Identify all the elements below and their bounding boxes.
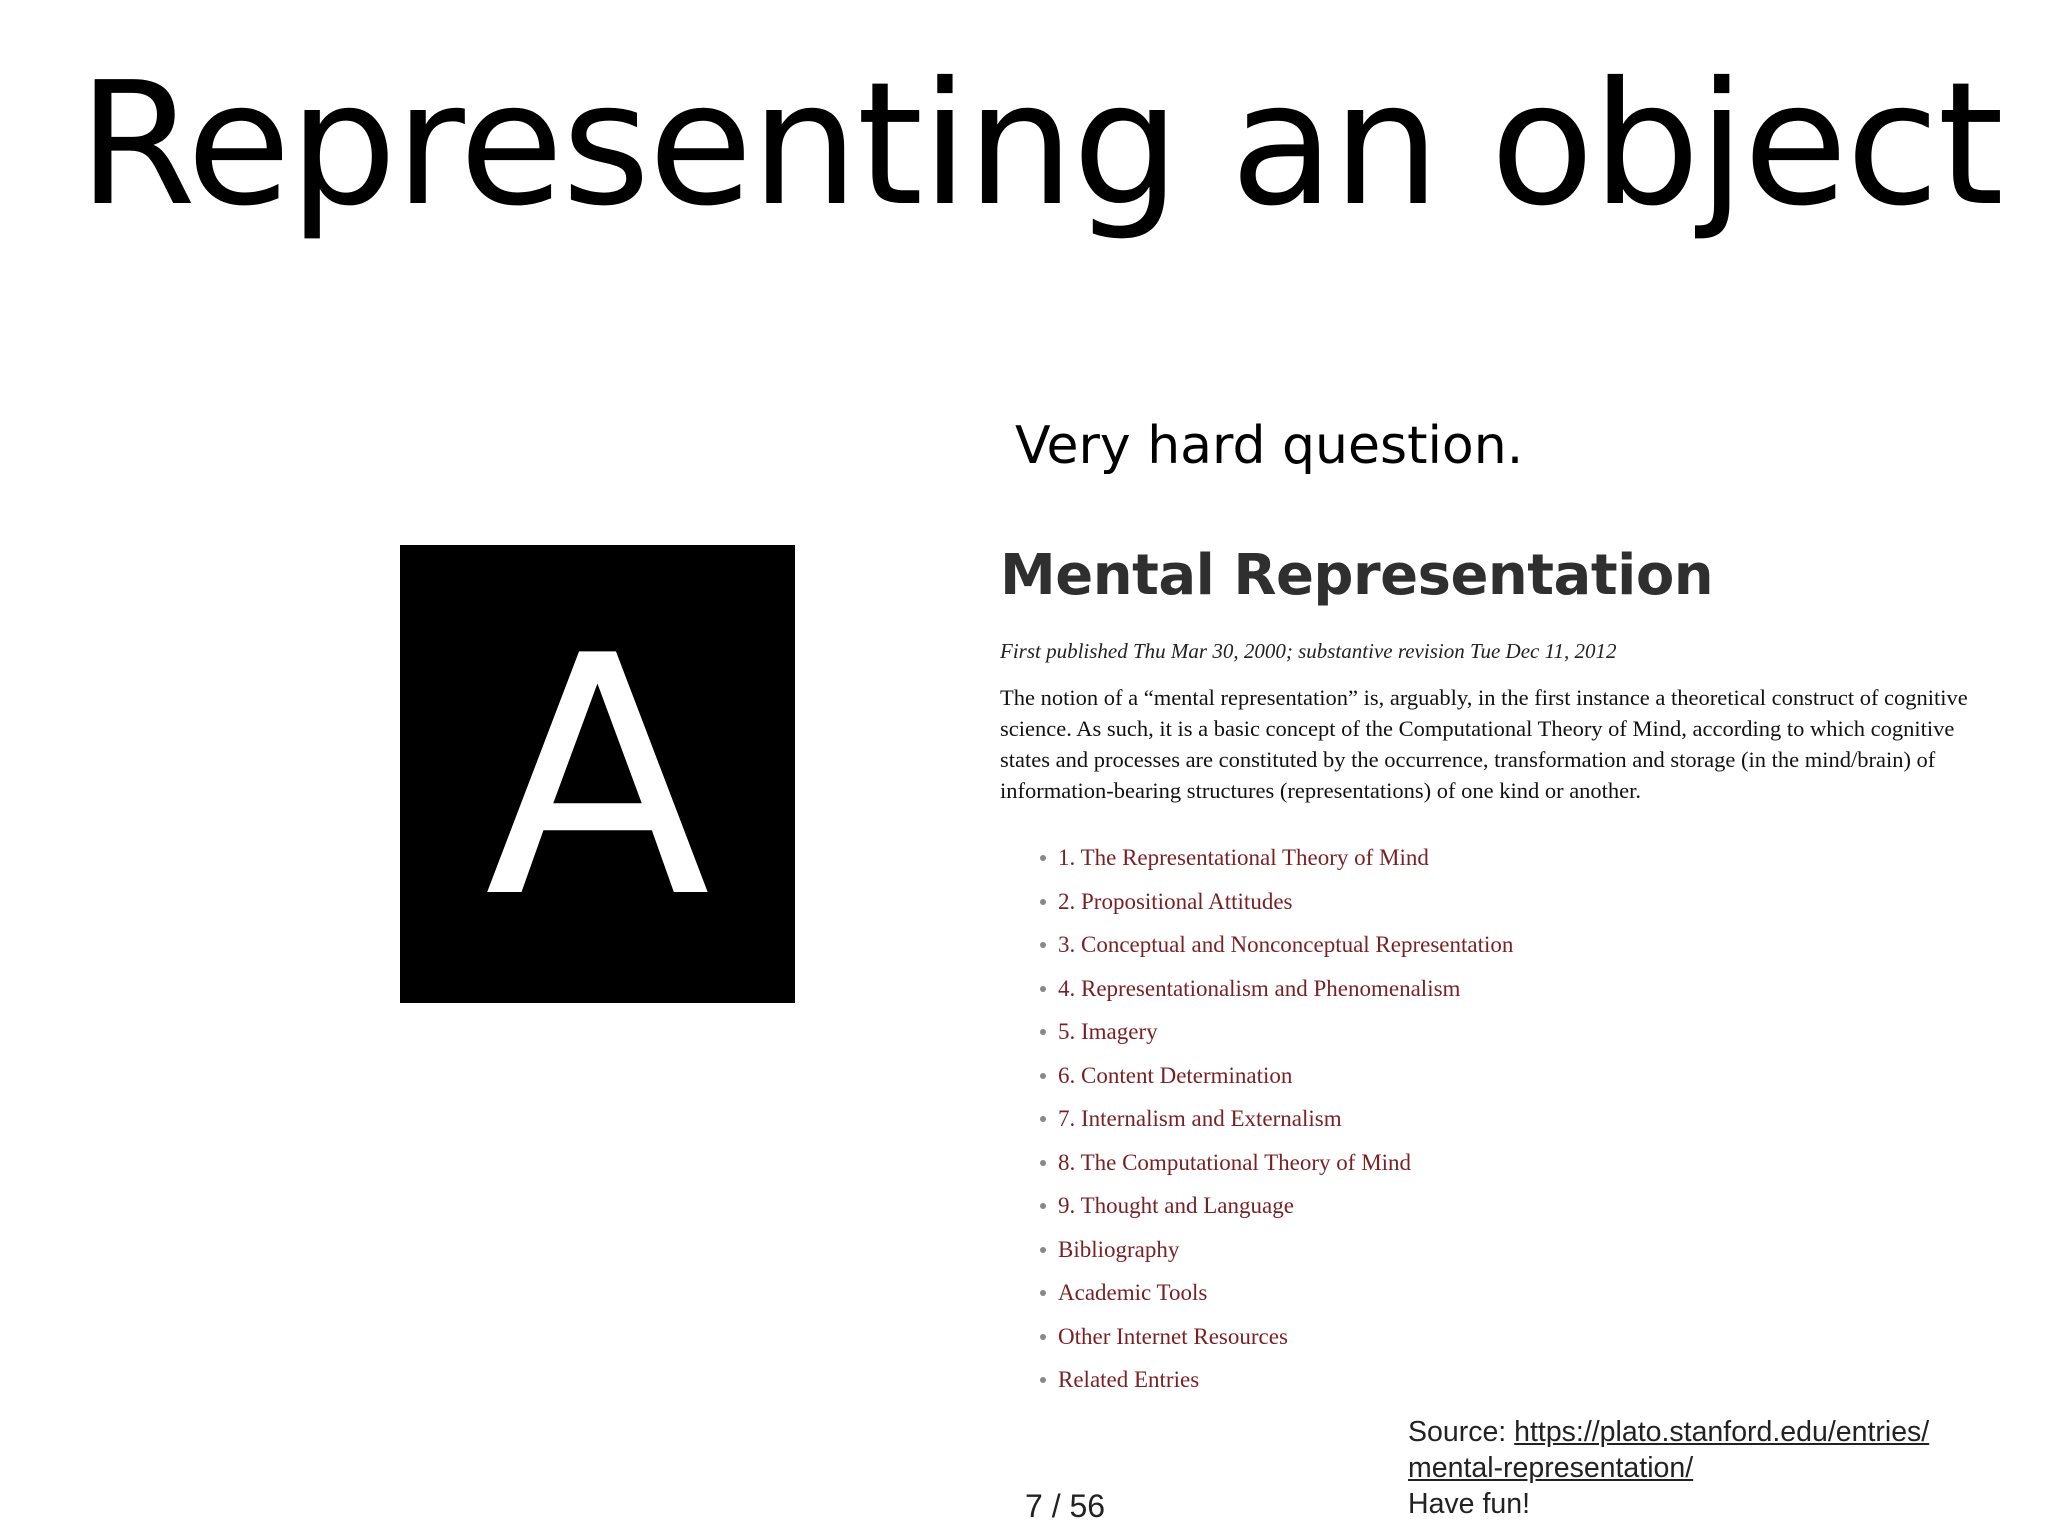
toc-item-label: 9. Thought and Language <box>1058 1193 1294 1218</box>
bullet-icon <box>1040 1073 1046 1079</box>
logo-letter: A <box>484 586 711 970</box>
bullet-icon <box>1040 855 1046 861</box>
bullet-icon <box>1040 1377 1046 1383</box>
toc-item-label: Bibliography <box>1058 1236 1180 1262</box>
sep-entry-heading: Mental Representation <box>1000 543 1714 608</box>
toc-item[interactable] <box>1040 1228 2010 1272</box>
slide-title: Representing an object <box>77 46 2003 244</box>
sep-table-of-contents <box>1000 836 2010 1402</box>
bullet-icon <box>1040 1203 1046 1209</box>
toc-item[interactable] <box>1040 1010 2010 1054</box>
toc-item-label: 2. Propositional Attitudes <box>1058 888 1293 914</box>
toc-item[interactable] <box>1040 1141 2010 1185</box>
source-link[interactable]: https://plato.stanford.edu/entries/ <box>1514 1416 1930 1448</box>
toc-item-label: 7. Internalism and Externalism <box>1058 1106 1342 1131</box>
sep-publication-date: First published Thu Mar 30, 2000; substantive revision Tue Dec 11, 2012 <box>1000 639 1617 663</box>
slide-subtitle: Very hard question. <box>1015 416 1524 476</box>
bullet-icon <box>1040 986 1046 992</box>
toc-item-label: 1. The Representational Theory of Mind <box>1058 845 1429 870</box>
source-label: Source: <box>1408 1416 1515 1448</box>
toc-item-label: 8. The Computational Theory of Mind <box>1058 1149 1412 1175</box>
toc-item[interactable] <box>1040 1097 2010 1141</box>
toc-item-label: 5. Imagery <box>1058 1019 1158 1044</box>
toc-item-label: 3. Conceptual and Nonconceptual Representation <box>1058 932 1514 957</box>
bullet-icon <box>1040 1160 1046 1166</box>
bullet-icon <box>1040 942 1046 948</box>
bullet-icon <box>1040 1116 1046 1122</box>
sep-entry-screenshot <box>1000 543 2010 1418</box>
toc-item-label: 4. Representationalism and Phenomenalism <box>1058 975 1461 1001</box>
toc-item[interactable] <box>1040 967 2010 1011</box>
toc-item[interactable] <box>1040 1315 2010 1359</box>
source-citation <box>1408 1414 1929 1522</box>
toc-item-label: Related Entries <box>1058 1367 1200 1392</box>
toc-item[interactable] <box>1040 880 2010 924</box>
bullet-icon <box>1040 1334 1046 1340</box>
toc-item[interactable] <box>1040 1358 2010 1402</box>
bullet-icon <box>1040 1029 1046 1035</box>
toc-item-label: Academic Tools <box>1058 1280 1208 1305</box>
sep-preamble: The notion of a “mental representation” is, arguably, in the first instance a theoretical construct of cognitive science. As such, it is a basic concept of the Computational Theory of Mind, according to which cognitive states and processes are constituted by the occurrence, transformation and storage (in the mind/brain) of information-bearing structures (representations) of one kind or another. <box>1000 685 1968 803</box>
source-link-continued[interactable]: mental-representation/ <box>1408 1452 1694 1484</box>
bullet-icon <box>1040 1247 1046 1253</box>
source-line <box>1408 1414 1929 1450</box>
source-note: Have fun! <box>1408 1488 1530 1520</box>
bullet-icon <box>1040 899 1046 905</box>
toc-item[interactable] <box>1040 1271 2010 1315</box>
toc-item[interactable] <box>1040 923 2010 967</box>
toc-item[interactable] <box>1040 836 2010 880</box>
toc-item-label: Other Internet Resources <box>1058 1323 1288 1349</box>
toc-item-label: 6. Content Determination <box>1058 1062 1293 1088</box>
toc-item[interactable] <box>1040 1184 2010 1228</box>
page-number: 7 / 56 <box>1025 1488 1106 1524</box>
toc-item[interactable] <box>1040 1054 2010 1098</box>
bullet-icon <box>1040 1290 1046 1296</box>
logo <box>400 545 795 1003</box>
